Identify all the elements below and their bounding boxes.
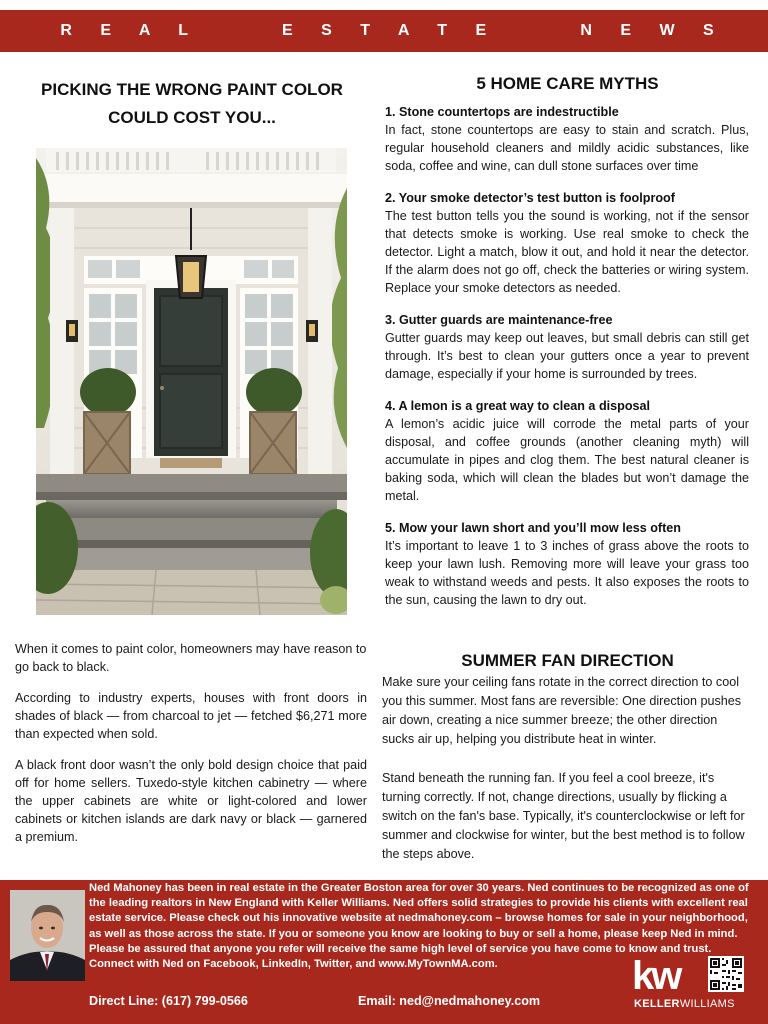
connect-text: Connect with Ned on Facebook, LinkedIn, Twitter, and www.MyTownMA.com. [89,958,498,971]
fan-paragraph-1: Make sure your ceiling fans rotate in the correct direction to cool you this summer. Most fans are reversible: One direction pushes air down, creating a nice summer breeze; the other direction sucks air up, helping you distribute heat in winter. [382,675,742,746]
paint-article-title: PICKING THE WRONG PAINT COLOR COULD COST YOU... [41,80,343,127]
qr-code-icon [708,956,744,992]
myths-list [385,103,749,623]
kw-letters: kw [632,954,680,998]
paint-article-body [15,640,367,859]
myths-title: 5 HOME CARE MYTHS [476,74,659,93]
myth-body: The test button tells you the sound is working, not if the sensor that detects smoke is working. Use real smoke to check the detector. Light a match, blow it out, and hold it near the detector. If the alarm does not go off, check the batteries or wiring system. Replace your smoke detectors as needed. [385,209,749,295]
myth-item [385,397,749,505]
myth-heading: 5. Mow your lawn short and you’ll mow less often [385,521,681,535]
front-door-photo [36,148,347,615]
fan-paragraph-2: Stand beneath the running fan. If you feel a cool breeze, it's turning correctly. If not, change directions, usually by flicking a switch on the fan's base. Typically, it's counterclockwise or left for summer and clockwise for winter, but the best method is to follow the steps above. [382,771,745,861]
myth-item [385,311,749,383]
myth-item [385,189,749,297]
agent-email: Email: ned@nedmahoney.com [358,994,541,1008]
paint-paragraph-2: According to industry experts, houses with front doors in shades of black — from charcoal to jet — fetched $6,271 more than expected when sold. [15,691,367,741]
myth-body: In fact, stone countertops are easy to stain and scratch. Plus, regular household cleaners and mildly acidic substances, like soda, coffee and wine, can dull stone surfaces over time [385,123,749,173]
kw-word-light: WILLIAMS [679,998,735,1010]
banner-title: R E A L E S T A T E N E W S [60,22,726,39]
bio-text: Ned Mahoney has been in real estate in the Greater Boston area for over 30 years. Ned continues to be recognized as one of the leading realtors in New England with Keller Williams. Ned offers solid strategies to provide his clients with excellent real estate service. Please check out his innovative website at nedmahoney.com – browse homes for sale in your neighborhood, as well as those across the state. If you or someone you know are looking to buy or sell a home, please keep Ned in mind. Please be assured that anyone you refer will receive the same high level of service you have come to know and trust. [89,882,749,955]
myth-item [385,103,749,175]
news-banner [0,10,768,52]
myth-heading: 2. Your smoke detector’s test button is foolproof [385,191,675,205]
kw-wordmark [634,998,735,1010]
fan-body [382,673,752,884]
myth-body: A lemon’s acidic juice will corrode the metal parts of your disposal, and coffee grounds (another cleaning myth) will accumulate in pipes and clog them. The best natural cleaner is baking soda, which will clean the blades but won’t damage the metal. [385,417,749,503]
myth-heading: 3. Gutter guards are maintenance-free [385,313,613,327]
fan-title: SUMMER FAN DIRECTION [461,651,674,670]
direct-line: Direct Line: (617) 799-0566 [89,994,248,1008]
myth-item [385,519,749,609]
agent-photo [10,890,85,981]
kw-word-bold: KELLER [634,998,680,1010]
paint-paragraph-1: When it comes to paint color, homeowners may have reason to go back to black. [15,642,367,674]
myth-body: It’s important to leave 1 to 3 inches of grass above the roots to keep your lawn lush. Removing more will leave your grass too weak to withstand weeds and pests. It also exposes the roots to the sun, causing the lawn to dry out. [385,539,749,607]
myth-heading: 4. A lemon is a great way to clean a disposal [385,399,651,413]
myth-heading: 1. Stone countertops are indestructible [385,105,619,119]
agent-footer [0,880,768,1024]
myth-body: Gutter guards may keep out leaves, but small debris can still get through. It’s best to clean your gutters once a year to prevent damage, especially if your home is surrounded by trees. [385,331,749,381]
paint-paragraph-3: A black front door wasn’t the only bold design choice that paid off for home sellers. Tuxedo-style kitchen cabinetry — where the upper cabinets are white or light-colored and lower cabinets or kitchen islands are dark navy or black — garnered a premium. [15,758,367,844]
